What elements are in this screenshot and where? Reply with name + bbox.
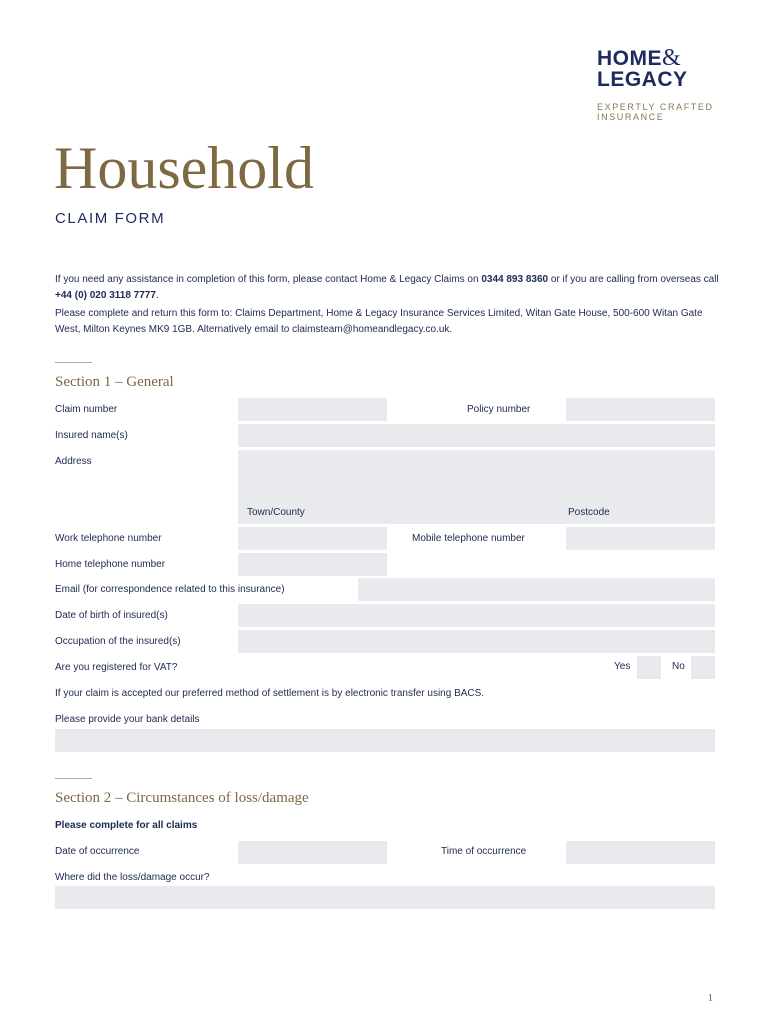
bank-details-label: Please provide your bank details	[55, 714, 200, 725]
occupation-field[interactable]	[238, 630, 715, 653]
logo-line1: HOME	[597, 47, 662, 70]
date-of-occurrence-label: Date of occurrence	[55, 846, 140, 857]
address-label: Address	[55, 456, 92, 467]
email-field[interactable]	[358, 578, 715, 601]
page-subtitle: CLAIM FORM	[55, 210, 166, 227]
section-divider	[55, 362, 92, 363]
logo	[597, 45, 714, 122]
where-field[interactable]	[55, 886, 715, 909]
page-number: 1	[708, 993, 713, 1004]
work-phone-label: Work telephone number	[55, 533, 162, 544]
claim-number-label: Claim number	[55, 404, 118, 415]
intro-paragraph-2: Please complete and return this form to: Claims Department, Home & Legacy Insurance Services Limited, Witan Gate House, 500-600 Witan Gate West, Milton Keynes MK9 1GB. Alternatively email to claimsteam@homeandlegacy.co.uk.	[55, 308, 703, 335]
insured-names-field[interactable]	[238, 424, 715, 447]
settlement-text: If your claim is accepted our preferred method of settlement is by electronic transfer using BACS.	[55, 688, 485, 699]
logo-tagline-1: EXPERTLY CRAFTED	[597, 102, 714, 112]
section-divider	[55, 778, 92, 779]
date-of-occurrence-field[interactable]	[238, 841, 387, 864]
logo-ampersand: &	[662, 45, 682, 71]
email-label: Email (for correspondence related to this insurance)	[55, 584, 285, 595]
insured-names-label: Insured name(s)	[55, 430, 128, 441]
policy-number-label: Policy number	[467, 404, 531, 415]
town-county-label: Town/County	[247, 507, 305, 518]
vat-no-label: No	[672, 661, 685, 672]
claims-phone: 0344 893 8360	[481, 274, 549, 285]
claim-number-field[interactable]	[238, 398, 387, 421]
vat-yes-checkbox[interactable]	[637, 656, 661, 679]
address-field[interactable]	[238, 450, 715, 524]
bank-details-field[interactable]	[55, 729, 715, 752]
time-of-occurrence-field[interactable]	[566, 841, 715, 864]
home-phone-field[interactable]	[238, 553, 387, 576]
time-of-occurrence-label: Time of occurrence	[441, 846, 527, 857]
where-label: Where did the loss/damage occur?	[55, 872, 210, 883]
vat-yes-label: Yes	[614, 661, 631, 672]
page-title: Household	[54, 135, 314, 201]
overseas-phone: +44 (0) 020 3118 7777	[55, 290, 156, 301]
mobile-phone-field[interactable]	[566, 527, 715, 550]
policy-number-field[interactable]	[566, 398, 715, 421]
dob-label: Date of birth of insured(s)	[55, 610, 168, 621]
vat-no-checkbox[interactable]	[691, 656, 715, 679]
section-2-instruction: Please complete for all claims	[55, 820, 198, 831]
work-phone-field[interactable]	[238, 527, 387, 550]
mobile-phone-label: Mobile telephone number	[412, 533, 525, 544]
intro-paragraph-1: If you need any assistance in completion of this form, please contact Home & Legacy Claims on 0344 893 8360 or if you are calling from overseas call +44 (0) 020 3118 7777.	[55, 274, 719, 301]
home-phone-label: Home telephone number	[55, 559, 166, 570]
logo-line2: LEGACY	[597, 68, 688, 91]
section-1-title: Section 1 – General	[55, 374, 174, 390]
vat-label: Are you registered for VAT?	[55, 662, 178, 673]
dob-field[interactable]	[238, 604, 715, 627]
section-2-title: Section 2 – Circumstances of loss/damage	[55, 790, 309, 806]
logo-tagline-2: INSURANCE	[597, 112, 665, 122]
postcode-label: Postcode	[568, 507, 610, 518]
occupation-label: Occupation of the insured(s)	[55, 636, 181, 647]
